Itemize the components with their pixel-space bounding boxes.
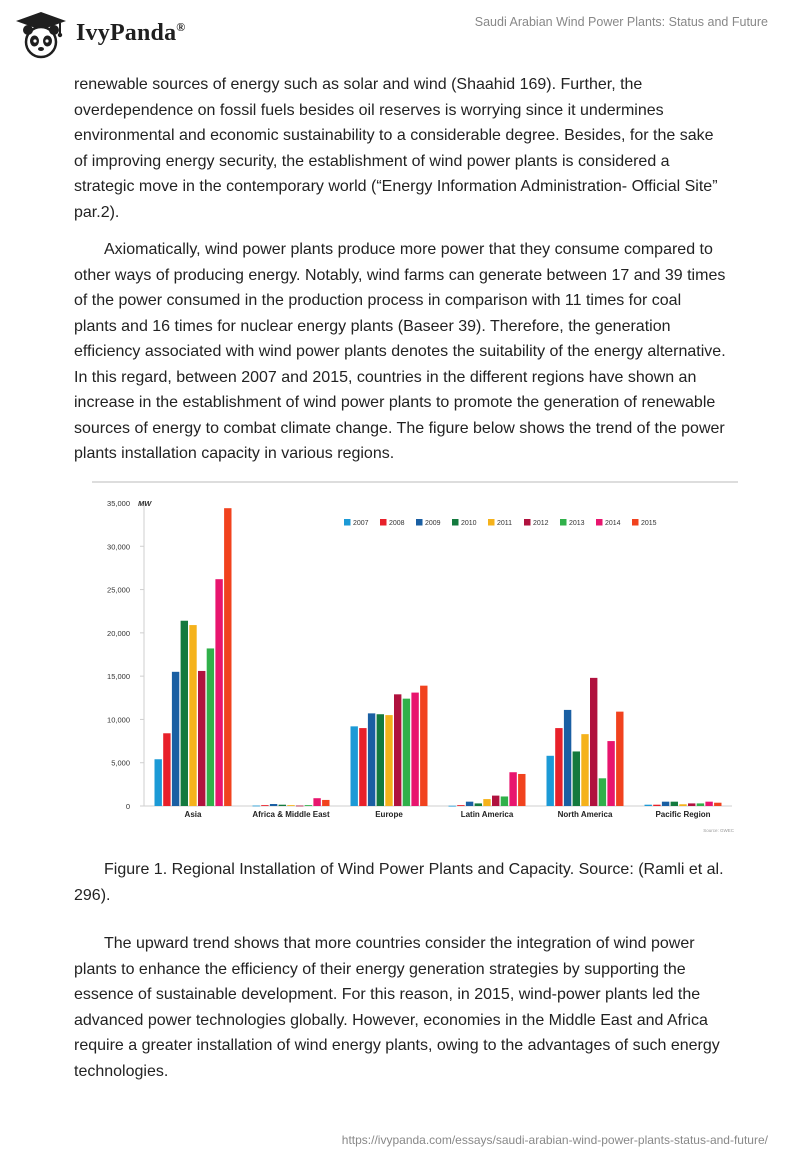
body-paragraph-1: renewable sources of energy such as solar and wind (Shaahid 169). Further, the overdependence on fossil fuels besides oil reserves is worrying since it undermines environmental and economic sustainability to a considerable degree. Besides, for the sake of improving energy security, the establishment of wind power plants is considered a strategic move in the contemporary world (“Energy Information Administration- Official Site” par.2). (74, 76, 718, 221)
bar-2009-2 (368, 713, 375, 806)
legend-label-2008: 2008 (389, 520, 405, 527)
bar-2008-0 (163, 733, 170, 806)
bar-2007-4 (547, 756, 554, 806)
bar-2011-4 (581, 734, 588, 806)
body-paragraph-2 (74, 237, 726, 467)
bar-2009-3 (466, 802, 473, 806)
legend-swatch-2007 (344, 519, 351, 526)
y-unit-label: MW (138, 499, 152, 508)
x-tick-label: Africa & Middle East (252, 810, 330, 819)
bar-2011-2 (385, 715, 392, 806)
bar-2012-3 (492, 796, 499, 806)
legend-swatch-2010 (452, 519, 459, 526)
bar-2015-3 (518, 774, 525, 806)
bar-2008-3 (457, 805, 464, 806)
bar-2007-0 (155, 759, 162, 806)
legend-swatch-2008 (380, 519, 387, 526)
legend-swatch-2012 (524, 519, 531, 526)
bar-2013-4 (599, 778, 606, 806)
y-tick-label: 35,000 (107, 499, 130, 508)
legend-label-2009: 2009 (425, 520, 441, 527)
bar-2012-2 (394, 694, 401, 806)
bar-2014-0 (215, 579, 222, 806)
bar-2010-5 (671, 802, 678, 806)
bar-2010-2 (377, 714, 384, 806)
bar-2008-4 (555, 728, 562, 806)
legend-swatch-2014 (596, 519, 603, 526)
y-tick-label: 5,000 (111, 758, 130, 768)
legend-label-2014: 2014 (605, 520, 621, 527)
bar-2014-3 (509, 772, 516, 806)
x-tick-label: Asia (184, 810, 202, 819)
legend-label-2012: 2012 (533, 520, 549, 527)
bar-2012-0 (198, 671, 205, 806)
bar-2013-3 (501, 796, 508, 806)
y-tick-label: 25,000 (107, 585, 130, 595)
legend-label-2010: 2010 (461, 520, 477, 527)
bar-2010-3 (475, 803, 482, 806)
bar-2011-5 (679, 804, 686, 806)
bar-2008-2 (359, 728, 366, 806)
bar-2009-5 (662, 802, 669, 806)
x-tick-label: Pacific Region (655, 810, 711, 819)
figure-caption-text: Figure 1. Regional Installation of Wind Power Plants and Capacity. Source: (Ramli et al. 296). (74, 861, 724, 904)
bar-2007-5 (645, 805, 652, 806)
bar-2008-1 (261, 805, 268, 806)
legend-swatch-2015 (632, 519, 639, 526)
x-tick-label: North America (557, 810, 613, 819)
bar-2015-4 (616, 712, 623, 806)
bar-2013-0 (207, 648, 214, 806)
bar-2010-0 (181, 621, 188, 806)
bar-2009-0 (172, 672, 179, 806)
footer-url-link[interactable]: https://ivypanda.com/essays/saudi-arabian-wind-power-plants-status-and-future/ (341, 1133, 768, 1147)
x-tick-label: Europe (375, 810, 403, 819)
bar-2014-5 (705, 802, 712, 806)
bar-2009-4 (564, 710, 571, 806)
bar-2014-1 (313, 798, 320, 806)
y-tick-label: 15,000 (107, 672, 130, 682)
panda-graduate-icon (14, 10, 68, 60)
body-paragraph-3-text: The upward trend shows that more countries consider the integration of wind power plants to enhance the efficiency of their energy generation strategies by supporting the essence of sustainable development. For this reason, in 2015, wind-power plants led the advanced power technologies globally. However, economies in the Middle East and Africa require a greater installation of wind energy plants, owing to the advantages of such energy technologies. (74, 935, 720, 1080)
legend-swatch-2011 (488, 519, 495, 526)
bar-2014-2 (411, 693, 418, 806)
legend-label-2013: 2013 (569, 520, 585, 527)
bar-2013-1 (305, 805, 312, 806)
page-header (0, 0, 800, 68)
bar-2011-1 (287, 805, 294, 806)
bar-2014-4 (607, 741, 614, 806)
legend-label-2015: 2015 (641, 520, 657, 527)
y-tick-label: 30,000 (107, 542, 130, 552)
chart-source-note: Source: GWEC (703, 828, 734, 833)
bar-2015-2 (420, 686, 427, 806)
ivypanda-logo[interactable] (14, 10, 204, 60)
bar-2012-1 (296, 806, 303, 807)
running-title: Saudi Arabian Wind Power Plants: Status and Future (474, 15, 768, 29)
y-tick-label: 0 (125, 802, 130, 811)
legend-swatch-2013 (560, 519, 567, 526)
bar-2010-4 (573, 751, 580, 806)
bar-2007-3 (449, 806, 456, 807)
legend-swatch-2009 (416, 519, 423, 526)
bar-2015-1 (322, 800, 329, 806)
bar-2013-2 (403, 699, 410, 806)
bar-2010-1 (279, 805, 286, 806)
legend-label-2007: 2007 (353, 520, 369, 527)
figure-caption (74, 857, 726, 908)
x-tick-label: Latin America (460, 810, 514, 819)
y-tick-label: 20,000 (107, 628, 130, 638)
bar-2007-2 (351, 726, 358, 806)
brand-name: IvyPanda® (76, 20, 186, 46)
bar-2011-0 (189, 625, 196, 806)
y-tick-label: 10,000 (107, 715, 130, 725)
legend-label-2011: 2011 (497, 520, 513, 527)
bar-2013-5 (697, 803, 704, 806)
bar-2012-5 (688, 803, 695, 806)
figure-chart (92, 481, 738, 833)
bar-2011-3 (483, 799, 490, 806)
body-paragraph-2-text: Axiomatically, wind power plants produce more power that they consume compared to other ways of producing energy. Notably, wind farms can generate between 17 and 39 times of the power consumed in the production process in comparison with 11 times for coal plants and 16 times for nuclear energy plants (Baseer 39). Therefore, the generation efficiency associated with wind power plants denotes the suitability of the energy alternative. In this regard, between 2007 and 2015, countries in the different regions have shown an increase in the establishment of wind power plants to promote the generation of renewable sources of energy to combat climate change. The figure below shows the trend of the power plants installation capacity in various regions. (74, 241, 726, 462)
bar-chart (92, 481, 738, 833)
bar-2009-1 (270, 804, 277, 806)
bar-2007-1 (253, 806, 260, 807)
bar-2012-4 (590, 678, 597, 806)
bar-2008-5 (653, 805, 660, 806)
bar-2015-0 (224, 508, 231, 806)
bar-2015-5 (714, 803, 721, 806)
body-paragraph-3 (74, 931, 726, 1084)
